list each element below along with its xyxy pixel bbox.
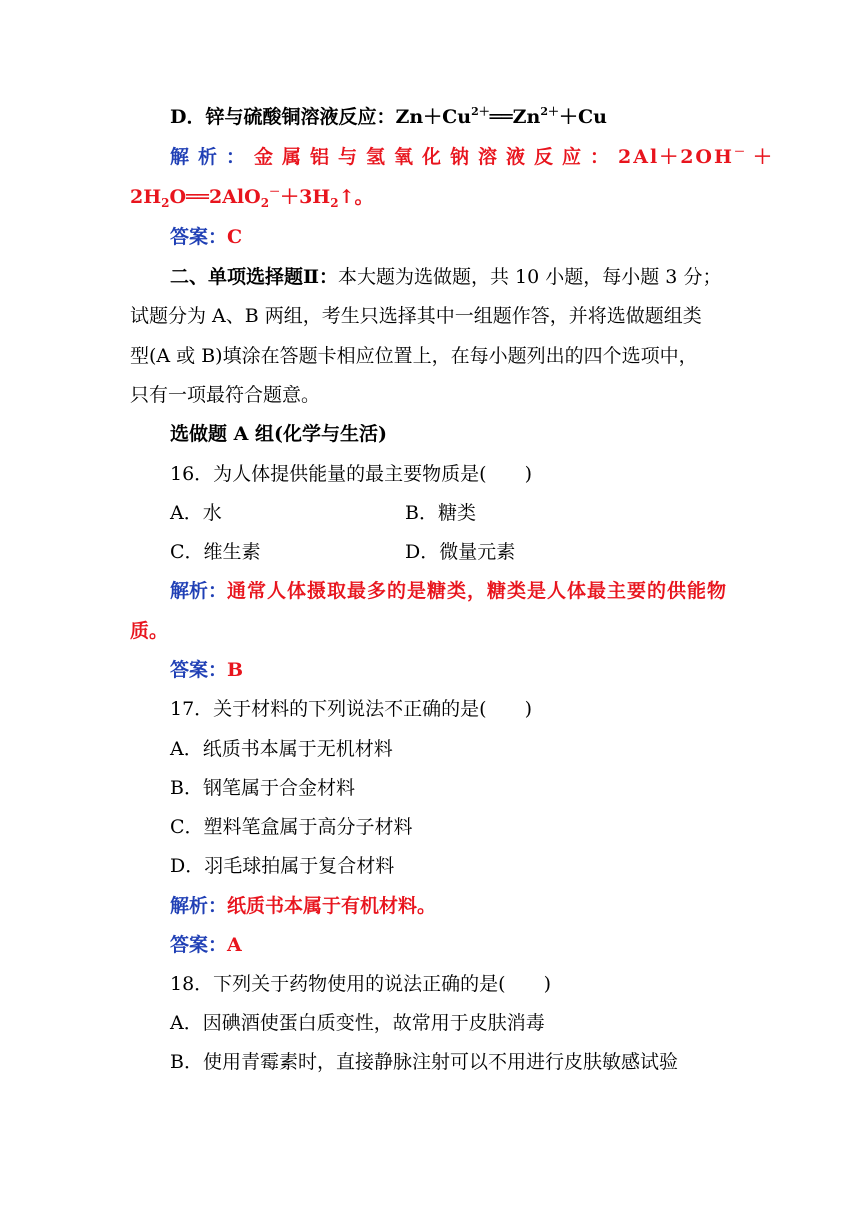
q16-analysis-label: 解析：	[170, 580, 228, 602]
q17-analysis	[170, 893, 436, 919]
q15-analysis-plus: ＋	[752, 146, 772, 168]
q15-analysis-sup: －	[733, 145, 745, 158]
q15-answer-label: 答案：	[170, 226, 228, 248]
section2-text1: 本大题为选做题，共 10 小题，每小题 3 分；	[338, 266, 722, 288]
q16-option-d: D．微量元素	[405, 541, 516, 563]
q15-option-d-text: 锌与硫酸铜溶液反应：Zn＋Cu	[205, 106, 472, 128]
q15-analysis-label: 解析：	[170, 146, 255, 168]
q16-analysis-text: 通常人体摄取最多的是糖类，糖类是人体最主要的供能物	[227, 580, 728, 602]
q15-option-d-end: ＋Cu	[558, 106, 607, 128]
q15-answer	[170, 224, 242, 250]
q15-eq-part-a: 2H	[130, 186, 162, 208]
q16-option-b: B．糖类	[405, 502, 476, 524]
q15-analysis-eq: 2Al＋2OH	[618, 146, 734, 168]
q17-option-a: A．纸质书本属于无机材料	[170, 738, 393, 760]
q15-option-d-mid: ══Zn	[489, 106, 541, 128]
q15-eq-sub2: 2	[260, 196, 270, 210]
q17-answer	[170, 932, 242, 958]
q16-analysis-line1	[170, 578, 727, 604]
q18-option-a: A．因碘酒使蛋白质变性，故常用于皮肤消毒	[170, 1012, 545, 1034]
q15-eq-part-c: ＋3H	[280, 186, 331, 208]
q17-option-b: B．钢笔属于合金材料	[170, 777, 355, 799]
section2-line1	[170, 264, 721, 290]
q15-option-d	[170, 104, 607, 130]
section2-title: 二、单项选择题Ⅱ：	[170, 266, 339, 288]
q15-analysis-text: 金属铝与氢氧化钠溶液反应：	[254, 146, 619, 168]
q15-option-d-sup1: 2＋	[471, 105, 490, 118]
q15-option-d-sup2: 2＋	[540, 105, 559, 118]
q17-option-d: D．羽毛球拍属于复合材料	[170, 855, 395, 877]
q15-eq-sub3: 2	[330, 196, 339, 210]
q17-answer-value: A	[227, 934, 242, 956]
group-a-title: 选做题 A 组(化学与生活)	[170, 423, 387, 445]
q17-option-c: C．塑料笔盒属于高分子材料	[170, 816, 413, 838]
q15-analysis-line1	[170, 144, 772, 170]
q16-answer	[170, 657, 243, 683]
q15-answer-value: C	[227, 226, 243, 248]
q17-answer-label: 答案：	[170, 934, 228, 956]
section2-line2: 试题分为 A、B 两组，考生只选择其中一组题作答，并将选做题组类	[130, 305, 702, 327]
q15-eq-part-b: O══2AlO	[169, 186, 261, 208]
q18-stem: 18．下列关于药物使用的说法正确的是( )	[170, 973, 552, 995]
q16-option-a: A．水	[170, 502, 222, 524]
q18-option-b: B．使用青霉素时，直接静脉注射可以不用进行皮肤敏感试验	[170, 1051, 678, 1073]
q16-analysis-line2: 质。	[130, 620, 169, 642]
q17-analysis-text: 纸质书本属于有机材料。	[227, 895, 437, 917]
section2-line3: 型(A 或 B)填涂在答题卡相应位置上，在每小题列出的四个选项中，	[130, 345, 698, 367]
q15-analysis-line2	[130, 184, 374, 210]
q15-eq-sub1: 2	[161, 196, 170, 210]
q15-eq-part-d: ↑。	[338, 186, 374, 208]
q15-eq-sup2: －	[269, 185, 281, 198]
q17-stem: 17．关于材料的下列说法不正确的是( )	[170, 698, 533, 720]
q17-analysis-label: 解析：	[170, 895, 228, 917]
q15-option-d-letter: D．	[170, 106, 206, 128]
q16-answer-label: 答案：	[170, 659, 228, 681]
q16-stem: 16．为人体提供能量的最主要物质是( )	[170, 463, 533, 485]
q16-option-c: C．维生素	[170, 541, 261, 563]
section2-line4: 只有一项最符合题意。	[130, 384, 321, 406]
q16-answer-value: B	[227, 659, 244, 681]
